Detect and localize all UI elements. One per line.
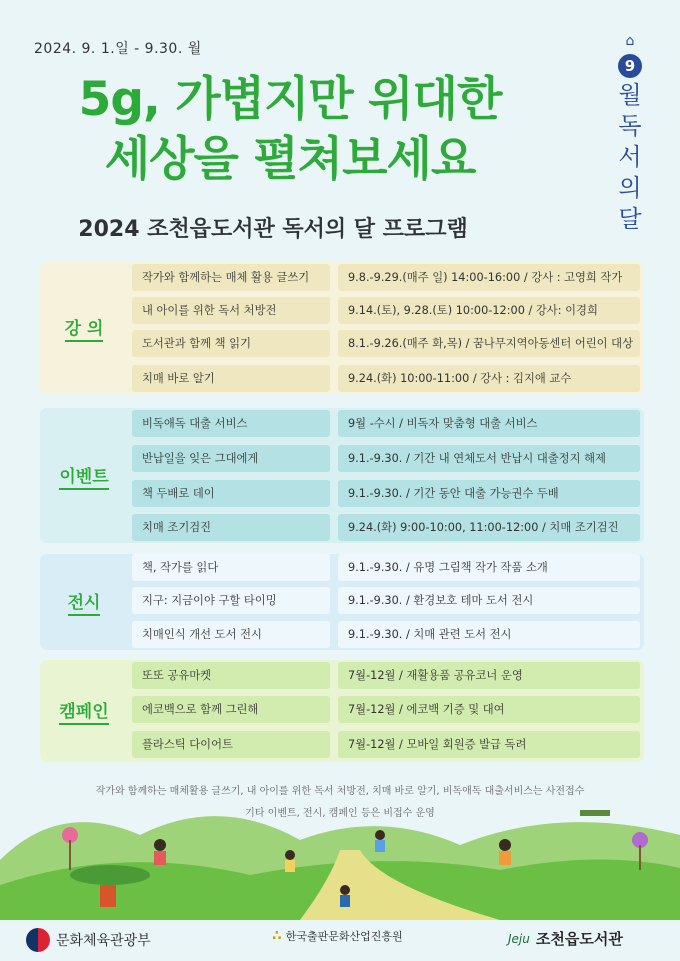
section-exhibitions [40, 554, 644, 650]
vertical-char: 의 [618, 174, 642, 202]
logo-ministry-culture: 문화체육관광부 [26, 928, 151, 952]
vertical-char: 독 [618, 112, 642, 140]
program-detail: 9.8.-9.29.(매주 일) 14:00-16:00 / 강사 : 고영희 작가 [338, 264, 640, 291]
program-row [132, 330, 640, 357]
program-detail: 9.1.-9.30. / 환경보호 테마 도서 전시 [338, 587, 640, 614]
program-detail: 8.1.-9.26.(매주 화,목) / 꿈나무지역아동센터 어린이 대상 [338, 330, 640, 357]
section-label: 전시 [40, 554, 128, 650]
program-detail: 9.1.-9.30. / 기간 동안 대출 가능권수 두배 [338, 480, 640, 507]
section-lectures [40, 262, 644, 394]
program-detail: 9.14.(토), 9.28.(토) 10:00-12:00 / 강사: 이경희 [338, 297, 640, 324]
program-row [132, 731, 640, 758]
program-row [132, 514, 640, 541]
program-row [132, 554, 640, 581]
program-name: 또또 공유마켓 [132, 662, 330, 689]
program-name: 치매인식 개선 도서 전시 [132, 621, 330, 648]
book-decoration-icon: ⌂ [625, 33, 635, 49]
program-detail: 7월-12월 / 모바일 회원증 발급 독려 [338, 731, 640, 758]
program-name: 지구: 지금이야 구할 타이밍 [132, 587, 330, 614]
program-row [132, 297, 640, 324]
program-row [132, 587, 640, 614]
program-name: 책 두배로 데이 [132, 480, 330, 507]
program-row [132, 264, 640, 291]
section-label: 이벤트 [40, 408, 128, 543]
program-detail: 9.24.(화) 9:00-10:00, 11:00-12:00 / 치매 조기검진 [338, 514, 640, 541]
footer [0, 920, 680, 961]
headline-line-1: 5g, 가볍지만 위대한 [78, 72, 502, 127]
program-name: 에코백으로 함께 그린해 [132, 696, 330, 723]
program-detail: 9.1.-9.30. / 기간 내 연체도서 반납시 대출정지 해제 [338, 445, 640, 472]
note-line: 기타 이벤트, 전시, 캠페인 등은 비접수 운영 [245, 808, 435, 819]
meadow-illustration [0, 790, 680, 920]
program-row [132, 480, 640, 507]
vertical-char: 월 [618, 81, 642, 109]
program-name: 비독애독 대출 서비스 [132, 410, 330, 437]
note-line: 작가와 함께하는 매체활용 글쓰기, 내 아이를 위한 독서 처방전, 치매 바로 알기, 비독애독 대출서비스는 사전접수 [95, 786, 585, 797]
program-detail: 7월-12월 / 에코백 기증 및 대여 [338, 696, 640, 723]
vertical-char: 서 [618, 143, 642, 171]
program-subtitle: 2024 조천읍도서관 독서의 달 프로그램 [78, 217, 468, 242]
program-name: 도서관과 함께 책 읽기 [132, 330, 330, 357]
program-name: 플라스틱 다이어트 [132, 731, 330, 758]
logo-jocheon-library: Jeju 조천읍도서관 [508, 930, 623, 948]
section-events [40, 408, 644, 543]
headline [30, 70, 550, 190]
program-detail: 7월-12월 / 재활용품 공유코너 운영 [338, 662, 640, 689]
headline-line-2: 세상을 펼쳐보세요 [104, 132, 476, 187]
program-row [132, 365, 640, 392]
event-date: 2024. 9. 1.일 - 9.30. 월 [34, 41, 202, 57]
logo-publication-agency: ∴ 한국출판문화산업진흥원 [272, 928, 403, 944]
section-label: 강 의 [40, 262, 128, 394]
section-campaigns [40, 660, 644, 762]
vertical-char: 달 [618, 205, 642, 233]
program-name: 반납일을 잊은 그대에게 [132, 445, 330, 472]
program-row [132, 696, 640, 723]
reading-month-vertical-title [610, 34, 650, 235]
program-name: 내 아이를 위한 독서 처방전 [132, 297, 330, 324]
program-detail: 9.1.-9.30. / 치매 관련 도서 전시 [338, 621, 640, 648]
program-row [132, 662, 640, 689]
program-detail: 9.1.-9.30. / 유명 그림책 작가 작품 소개 [338, 554, 640, 581]
program-detail: 9월 -수시 / 비독자 맞춤형 대출 서비스 [338, 410, 640, 437]
program-name: 책, 작가를 읽다 [132, 554, 330, 581]
program-name: 작가와 함께하는 매체 활용 글쓰기 [132, 264, 330, 291]
program-name: 치매 바로 알기 [132, 365, 330, 392]
program-row [132, 410, 640, 437]
program-detail: 9.24.(화) 10:00-11:00 / 강사 : 김지애 교수 [338, 365, 640, 392]
taegeuk-icon [26, 928, 50, 952]
program-name: 치매 조기검진 [132, 514, 330, 541]
section-label: 캠페인 [40, 660, 128, 762]
program-row [132, 621, 640, 648]
agency-mark-icon: ∴ [272, 928, 282, 944]
month-number-badge: 9 [618, 54, 642, 78]
program-row [132, 445, 640, 472]
